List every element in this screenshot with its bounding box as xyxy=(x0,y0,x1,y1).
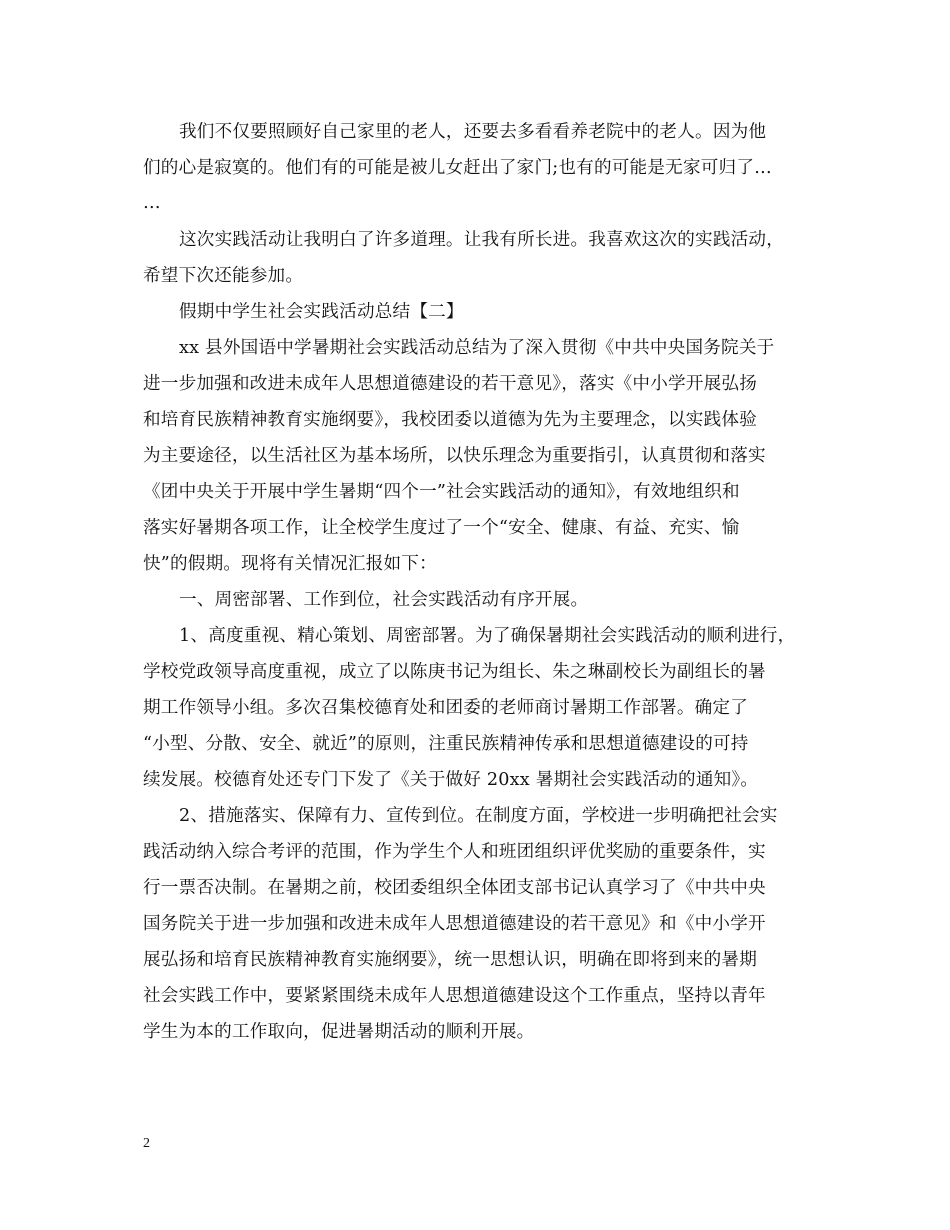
text-line: 和培育民族精神教育实施纲要》，我校团委以道德为先为主要理念，以实践体验 xyxy=(143,410,757,430)
text-line: xx 县外国语中学暑期社会实践活动总结为了深入贯彻《中共中央国务院关于 xyxy=(179,338,775,358)
text-line: 一、周密部署、工作到位，社会实践活动有序开展。 xyxy=(179,590,589,610)
text-line: 期工作领导小组。多次召集校德育处和团委的老师商讨暑期工作部署。确定了 xyxy=(143,698,748,718)
text-line: 1、高度重视、精心策划、周密部署。为了确保暑期社会实践活动的顺利进行， xyxy=(179,626,796,646)
text-line: 这次实践活动让我明白了许多道理。让我有所长进。我喜欢这次的实践活动， xyxy=(179,230,784,250)
text-line: 进一步加强和改进未成年人思想道德建设的若干意见》，落实《中小学开展弘扬 xyxy=(143,374,757,394)
page-number: 2 xyxy=(143,1136,150,1151)
text-line: 2、措施落实、保障有力、宣传到位。在制度方面，学校进一步明确把社会实 xyxy=(179,806,778,826)
text-line: 践活动纳入综合考评的范围，作为学生个人和班团组织评优奖励的重要条件，实 xyxy=(143,842,766,862)
section-heading: 假期中学生社会实践活动总结【二】 xyxy=(179,302,464,322)
text-line: 续发展。校德育处还专门下发了《关于做好 20xx 暑期社会实践活动的通知》。 xyxy=(143,770,759,790)
text-line: 学生为本的工作取向，促进暑期活动的顺利开展。 xyxy=(143,1022,535,1042)
text-line: 展弘扬和培育民族精神教育实施纲要》，统一思想认识，明确在即将到来的暑期 xyxy=(143,950,757,970)
text-line: 学校党政领导高度重视，成立了以陈庚书记为组长、朱之琳副校长为副组长的暑 xyxy=(143,662,766,682)
text-line: 们的心是寂寞的。他们有的可能是被儿女赶出了家门;也有的可能是无家可归了… xyxy=(143,158,772,178)
text-line: 快”的假期。现将有关情况汇报如下： xyxy=(143,554,437,574)
text-line: 社会实践工作中，要紧紧围绕未成年人思想道德建设这个工作重点，坚持以青年 xyxy=(143,986,766,1006)
text-line: 落实好暑期各项工作，让全校学生度过了一个“安全、健康、有益、充实、愉 xyxy=(143,518,740,538)
text-line: “小型、分散、安全、就近”的原则，注重民族精神传承和思想道德建设的可持 xyxy=(143,734,749,754)
text-line: … xyxy=(143,193,161,213)
text-line: 《团中央关于开展中学生暑期“四个一”社会实践活动的通知》，有效地组织和 xyxy=(143,482,740,502)
text-line: 我们不仅要照顾好自己家里的老人，还要去多看看养老院中的老人。因为他 xyxy=(179,122,767,142)
text-line: 国务院关于进一步加强和改进未成年人思想道德建设的若干意见》和《中小学开 xyxy=(143,914,766,934)
text-line: 为主要途径，以生活社区为基本场所，以快乐理念为重要指引，认真贯彻和落实 xyxy=(143,446,766,466)
text-line: 行一票否决制。在暑期之前，校团委组织全体团支部书记认真学习了《中共中央 xyxy=(143,878,766,898)
text-line: 希望下次还能参加。 xyxy=(143,266,304,286)
